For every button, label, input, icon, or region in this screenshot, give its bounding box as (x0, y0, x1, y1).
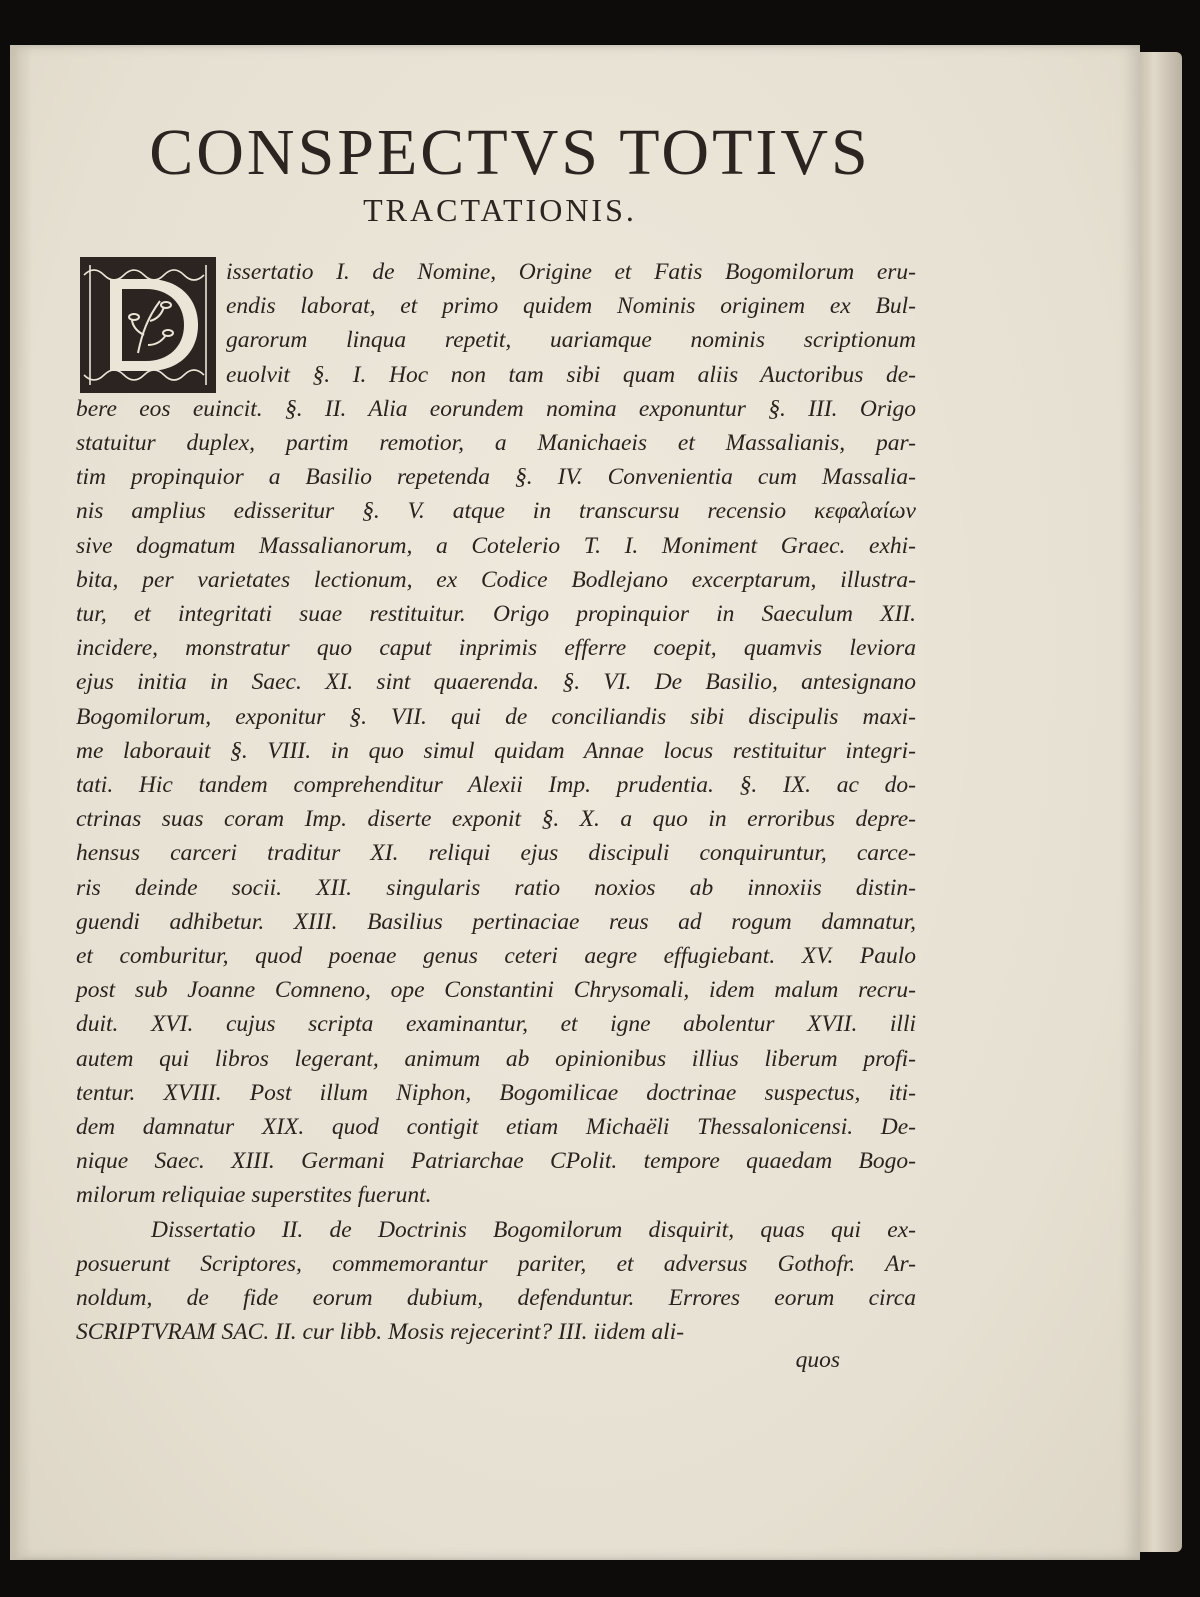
text-line: autem qui libros legerant, animum ab opinionibus illius liberum profi- (76, 1045, 916, 1072)
page-gutter (10, 45, 32, 1560)
text-line: ctrinas suas coram Imp. diserte exponit §. X. a quo in erroribus depre- (76, 806, 916, 833)
text-line: garorum linqua repetit, uariamque nominis scriptionum (226, 327, 916, 354)
text-line: hensus carceri traditur XI. reliqui ejus discipuli conquiruntur, carce- (76, 840, 916, 867)
text-line: ejus initia in Saec. XI. sint quaerenda. §. VI. De Basilio, antesignano (76, 669, 916, 696)
text-line: noldum, de fide eorum dubium, defenduntur. Errores eorum circa (76, 1285, 916, 1312)
text-line: endis laborat, et primo quidem Nominis originem ex Bul- (226, 293, 916, 320)
text-line: issertatio I. de Nomine, Origine et Fatis Bogomilorum eru- (226, 259, 916, 285)
text-line: statuitur duplex, partim remotior, a Manichaeis et Massalianis, par- (76, 430, 916, 457)
page-title: CONSPECTVS TOTIVS (149, 116, 871, 189)
catchword: quos (795, 1347, 840, 1373)
text-line: nique Saec. XIII. Germani Patriarchae CPolit. tempore quaedam Bogo- (76, 1148, 916, 1175)
initial-spacer (76, 255, 226, 391)
text-line: milorum reliquiae superstites fuerunt. (76, 1182, 432, 1209)
text-line: euolvit §. I. Hoc non tam sibi quam aliis Auctoribus de- (226, 361, 916, 388)
text-line: nis amplius edisseritur §. V. atque in transcursu recensio κεφαλαίων (76, 498, 916, 525)
text-line: tur, et integritati suae restituitur. Origo propinquior in Saeculum XII. (76, 601, 916, 628)
text-line: tati. Hic tandem comprehenditur Alexii Imp. prudentia. §. IX. ac do- (76, 772, 916, 799)
text-line: bita, per varietates lectionum, ex Codice Bodlejano excerptarum, illustra- (76, 566, 916, 593)
text-line: Dissertatio II. de Doctrinis Bogomilorum disquirit, quas qui ex- (151, 1216, 916, 1243)
text-line: guendi adhibetur. XIII. Basilius pertinaciae reus ad rogum damnatur, (76, 908, 916, 935)
text-line: ris deinde socii. XII. singularis ratio noxios ab innoxiis distin- (76, 874, 916, 901)
paragraph-2 (76, 1213, 916, 1350)
text-line: me laborauit §. VIII. in quo simul quidam Annae locus restituitur integri- (76, 737, 916, 764)
body-text (76, 255, 916, 1350)
text-line: Bogomilorum, exponitur §. VII. qui de conciliandis sibi discipulis maxi- (76, 703, 916, 730)
text-line: tentur. XVIII. Post illum Niphon, Bogomilicae doctrinae suspectus, iti- (76, 1079, 916, 1106)
text-line: bere eos euincit. §. II. Alia eorundem nomina exponuntur §. III. Origo (76, 395, 916, 422)
text-line: et comburitur, quod poenae genus ceteri aegre effugiebant. XV. Paulo (76, 943, 916, 970)
text-line: posuerunt Scriptores, commemorantur pariter, et adversus Gothofr. Ar- (76, 1250, 916, 1277)
text-line: duit. XVI. cujus scripta examinantur, et igne abolentur XVII. illi (76, 1011, 916, 1038)
text-line: post sub Joanne Comneno, ope Constantini Chrysomali, idem malum recru- (76, 977, 916, 1004)
book-page (10, 45, 1140, 1560)
text-line: incidere, monstratur quo caput inprimis efferre coepit, quamvis leviora (76, 635, 916, 662)
paragraph-1 (76, 255, 916, 1213)
text-line: tim propinquior a Basilio repetenda §. IV. Convenientia cum Massalia- (76, 464, 916, 491)
page-subtitle: TRACTATIONIS. (363, 192, 637, 228)
text-line: dem damnatur XIX. quod contigit etiam Michaëli Thessalonicensi. De- (76, 1114, 916, 1141)
text-line: sive dogmatum Massalianorum, a Cotelerio T. I. Moniment Graec. exhi- (76, 532, 916, 559)
text-line: SCRIPTVRAM SAC. II. cur libb. Mosis rejecerint? III. iidem ali- (76, 1319, 685, 1346)
